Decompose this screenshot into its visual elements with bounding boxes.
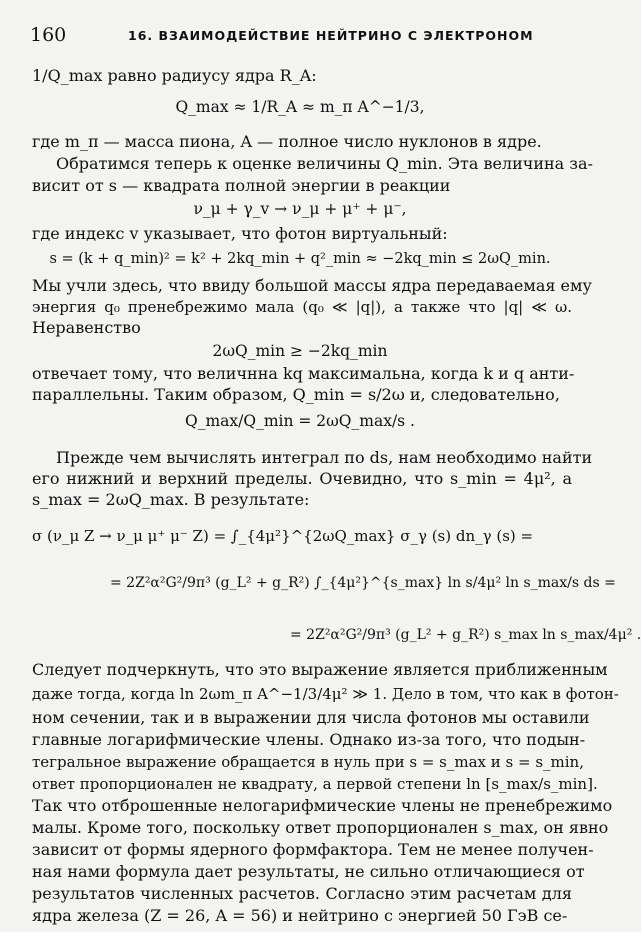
text-line: даже тогда, когда ln 2ωm_π A^−1/3/4μ² ≫ 1. Дело в том, что как в фотон- [32,685,619,703]
equation: 2ωQ_min ≥ −2kq_min [212,342,388,360]
text-line: зависит от формы ядерного формфактора. Тем не менее получен- [32,840,594,859]
text-line: параллельны. Таким образом, Q_min = s/2ω и, следовательно, [32,385,560,404]
text-line: ответ пропорционален не квадрату, а первой степени ln [s_max/s_min]. [32,775,598,793]
text-line: где m_π — масса пиона, A — полное число нуклонов в ядре. [32,132,542,151]
equation: ν_μ + γ_v → ν_μ + μ⁺ + μ⁻, [193,200,407,218]
text-line: Следует подчеркнуть, что это выражение является приближенным [32,660,608,679]
text-line: s_max = 2ωQ_max. В результате: [32,490,310,509]
page-header [30,24,580,48]
equation: = 2Z²α²G²/9π³ (g_L² + g_R²) ∫_{4μ²}^{s_max} ln s/4μ² ln s_max/s ds = [110,575,616,591]
text-line: Так что отброшенные нелогарифмические члены не пренебрежимо [32,796,613,815]
equation: Q_max/Q_min = 2ωQ_max/s . [185,412,415,430]
text-line: малы. Кроме того, поскольку ответ пропорционален s_max, он явно [32,818,609,837]
equation: = 2Z²α²G²/9π³ (g_L² + g_R²) s_max ln s_max/4μ² . [290,627,641,643]
equation: σ (ν_μ Z → ν_μ μ⁺ μ⁻ Z) = ∫_{4μ²}^{2ωQ_max} σ_γ (s) dn_γ (s) = [32,527,534,545]
equation: Q_max ≈ 1/R_A ≈ m_π A^−1/3, [175,98,425,116]
text-line: результатов численных расчетов. Согласно этим расчетам для [32,884,572,903]
text-line: ядра железа (Z = 26, A = 56) и нейтрино с энергией 50 ГэВ се- [32,906,568,925]
text-line: Прежде чем вычислять интеграл по ds, нам необходимо найти [56,448,593,467]
text-line: энергия q₀ пренебрежимо мала (q₀ ≪ |q|), а также что |q| ≪ ω. [32,298,572,316]
page-number: 160 [30,24,67,46]
text-line: Неравенство [32,318,141,337]
text-line: висит от s — квадрата полной энергии в реакции [32,176,451,195]
text-line: Обратимся теперь к оценке величины Q_min. Эта величина за- [56,154,593,173]
text-line: ная нами формула дает результаты, не сильно отличающиеся от [32,862,585,881]
text-line: главные логарифмические члены. Однако из-за того, что подын- [32,730,586,749]
text-line: его нижний и верхний пределы. Очевидно, что s_min = 4μ², а [32,469,572,488]
text-line: 1/Q_max равно радиусу ядра R_A: [32,66,317,85]
equation: s = (k + q_min)² = k² + 2kq_min + q²_min ≈ −2kq_min ≤ 2ωQ_min. [49,251,551,267]
text-line: ном сечении, так и в выражении для числа фотонов мы оставили [32,708,590,727]
running-title: 16. ВЗАИМОДЕЙСТВИЕ НЕЙТРИНО С ЭЛЕКТРОНОМ [128,28,534,43]
text-line: отвечает тому, что величнна kq максимальна, когда k и q анти- [32,364,575,383]
text-line: Мы учли здесь, что ввиду большой массы ядра передаваемая ему [32,276,592,295]
text-line: где индекс v указывает, что фотон виртуальный: [32,224,448,243]
text-line: тегральное выражение обращается в нуль при s = s_max и s = s_min, [32,753,584,771]
